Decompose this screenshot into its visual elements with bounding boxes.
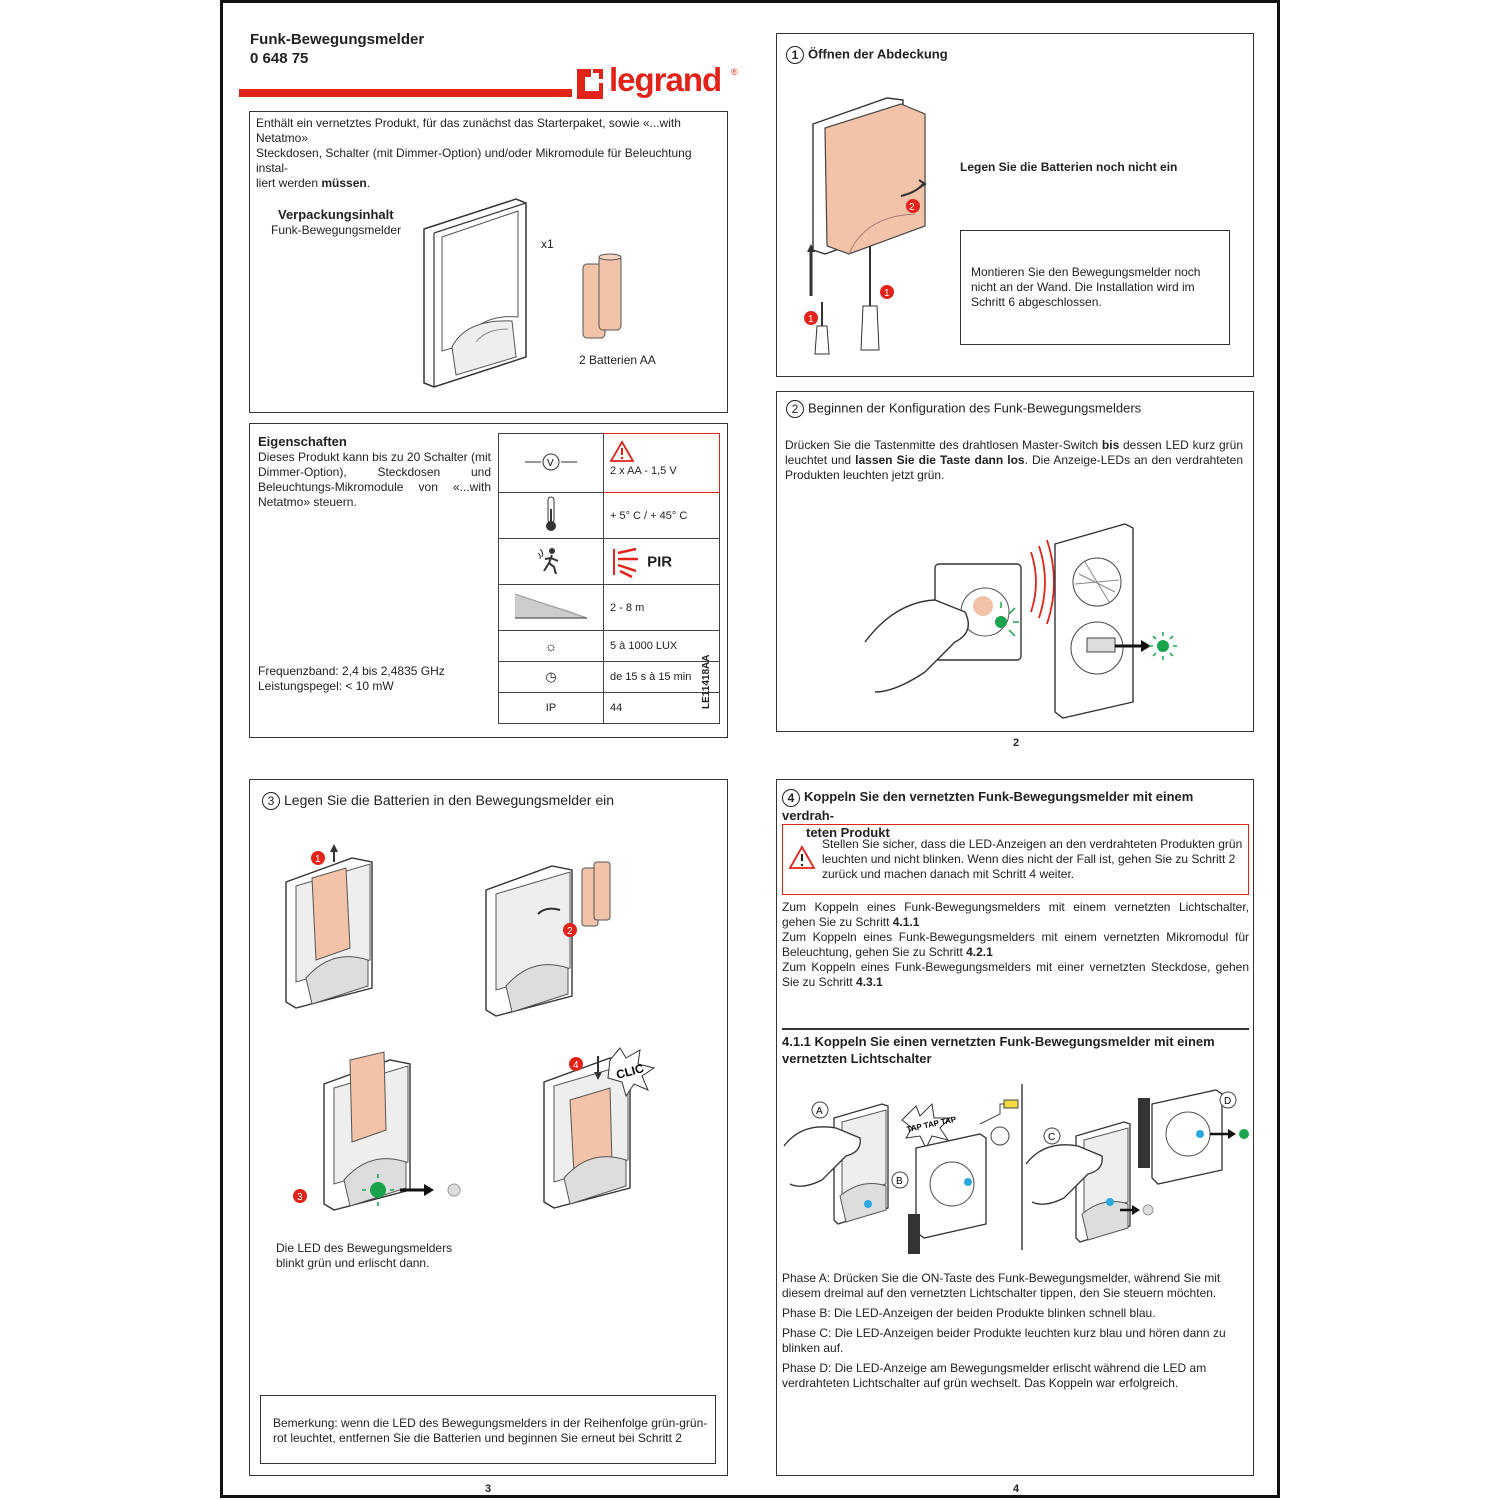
voltage-icon-cell — [499, 434, 604, 493]
battery-insert-step-2 — [482, 856, 632, 1026]
pir-label: PIR — [647, 553, 673, 570]
batteries-illustration — [581, 252, 631, 342]
step1-heading — [786, 46, 948, 64]
legrand-logo — [575, 61, 747, 105]
pairing-option-step: 4.3.1 — [856, 975, 883, 989]
step4-title-line: teten Produkt — [806, 824, 890, 840]
detection-range-icon — [513, 592, 589, 620]
step2-text-a: Drücken Sie die Tastenmitte des drahtlosen Master-Switch — [785, 438, 1102, 452]
spec-row-pir — [499, 539, 720, 585]
remark-line: Bemerkung: wenn die LED des Bewegungsmelders in der Reihenfolge grün-grün- — [273, 1416, 708, 1430]
thermometer-icon — [544, 495, 558, 533]
mounting-note-line: Montieren Sie den Bewegungsmelder noch — [971, 265, 1201, 279]
mounting-note-line: nicht an der Wand. Die Installation wird im — [971, 280, 1195, 294]
spec-row-lux — [499, 631, 720, 662]
battery-spec-cell — [604, 434, 720, 493]
warning-icon — [610, 440, 634, 462]
document-reference: LE11418AA — [701, 654, 712, 709]
phase-label-a: A — [816, 1106, 823, 1117]
product-code: 0 648 75 — [250, 50, 309, 67]
step3-marker-2: 2 — [567, 926, 573, 937]
phase-c-text: Phase C: Die LED-Anzeigen beider Produkte leuchten kurz blau und hören dann zu blinken auf. — [782, 1326, 1226, 1355]
led-note-line: Die LED des Bewegungsmelders — [276, 1241, 453, 1255]
phase-label-c: C — [1048, 1132, 1056, 1143]
pairing-illustration — [782, 1084, 1252, 1254]
legrand-wordmark: legrand — [609, 61, 722, 98]
instruction-sheet — [220, 0, 1280, 1498]
ip-label: IP — [499, 693, 604, 724]
thermometer-icon-cell — [499, 493, 604, 539]
step4-box — [776, 779, 1254, 1476]
warning-icon — [789, 845, 815, 869]
step4-heading-line — [782, 788, 1242, 824]
led-note-line: blinkt grün und erlischt dann. — [276, 1256, 430, 1270]
sun-icon: ☼ — [499, 631, 604, 662]
ip-value: 44 — [604, 693, 720, 724]
range-icon-cell — [499, 585, 604, 631]
range-spec: 2 - 8 m — [604, 585, 720, 631]
pairing-option-step: 4.1.1 — [892, 915, 920, 929]
warning-line: leuchten und nicht blinken. Wenn dies nicht der Fall ist, gehen Sie zu Schritt 2 — [822, 852, 1236, 866]
spec-table — [498, 433, 720, 724]
step2-text — [785, 438, 1243, 483]
clock-icon: ◷ — [499, 662, 604, 693]
open-cover-illustration — [805, 96, 935, 356]
phase-d-text: Phase D: Die LED-Anzeige am Bewegungsmelder erlischt während die LED am verdrahteten Lichtschalter auf grün wechselt. Das Koppeln war erfolgreich. — [782, 1361, 1207, 1390]
step2-box — [776, 391, 1254, 732]
substep-heading — [782, 1033, 1249, 1067]
step-number: 3 — [262, 792, 280, 810]
legrand-logo-mark — [575, 67, 605, 101]
battery-insert-step-4 — [540, 1048, 670, 1218]
step-number: 1 — [786, 46, 804, 64]
step-number: 2 — [786, 400, 804, 418]
spec-row-time — [499, 662, 720, 693]
step2-text-b: bis — [1101, 438, 1120, 452]
pir-sensor-icon — [610, 547, 644, 577]
properties-text: Dieses Produkt kann bis zu 20 Schalter (mit Dimmer-Option), Steckdosen und Beleuchtungs-Mikromodule von «...with Netatmo» steuern. — [258, 450, 491, 509]
step1-box — [776, 33, 1254, 377]
pairing-option — [782, 960, 1249, 990]
spec-row-ip — [499, 693, 720, 724]
intro-line: Steckdosen, Schalter (mit Dimmer-Option) und/oder Mikromodule für Beleuchtung instal- — [256, 146, 692, 175]
registered-mark: ® — [731, 67, 738, 77]
phase-label-b: B — [896, 1176, 903, 1187]
product-title — [250, 30, 424, 68]
step1-title: Öffnen der Abdeckung — [808, 46, 948, 62]
package-qty: x1 — [541, 237, 554, 251]
batteries-label: 2 Batterien AA — [579, 353, 656, 367]
clic-label: CLIC — [614, 1061, 646, 1082]
intro-text — [256, 116, 722, 191]
voltage-icon — [521, 452, 581, 472]
pir-cell — [604, 539, 720, 585]
intro-line: Enthält ein vernetztes Produkt, für das zunächst das Starterpaket, sowie «...with Netatmo» — [256, 116, 681, 145]
step1-marker-1b: 1 — [884, 288, 890, 299]
intro-line-end: . — [366, 176, 371, 190]
spec-row-battery — [499, 434, 720, 493]
master-switch-illustration — [865, 522, 1175, 722]
step4-title-line: Koppeln Sie den vernetzten Funk-Bewegungsmelder mit einem verdrah- — [782, 789, 1194, 823]
intro-line — [256, 176, 722, 191]
step1-marker-2: 2 — [909, 202, 915, 213]
warning-line: zurück und machen danach mit Schritt 4 weiter. — [822, 867, 1075, 881]
person-motion-icon — [536, 545, 566, 575]
battery-spec: 2 x AA - 1,5 V — [610, 465, 677, 477]
pairing-options — [782, 900, 1249, 990]
pairing-option-step: 4.2.1 — [966, 945, 993, 959]
step2-text-c: dessen LED kurz grün leuchtet und — [785, 438, 1244, 467]
mounting-note-line: Schritt 6 abgeschlossen. — [971, 295, 1102, 309]
phase-descriptions — [782, 1271, 1249, 1391]
section-divider — [782, 1028, 1249, 1030]
intro-emphasis: müssen — [321, 176, 367, 190]
mounting-note-box — [960, 230, 1230, 345]
power-level: Leistungspegel: < 10 mW — [258, 679, 394, 693]
pairing-warning-box — [782, 824, 1249, 895]
phase-b-text: Phase B: Die LED-Anzeigen der beiden Produkte blinken schnell blau. — [782, 1306, 1156, 1320]
step2-text-e: . Die Anzeige-LEDs an den verdrahteten Produkten leuchten jetzt grün. — [785, 453, 1243, 482]
step3-box — [249, 779, 728, 1476]
lux-spec: 5 à 1000 LUX — [604, 631, 720, 662]
step-number: 4 — [782, 789, 800, 807]
package-item: Funk-Bewegungsmelder — [271, 223, 402, 237]
battery-warning-note: Legen Sie die Batterien noch nicht ein — [960, 160, 1178, 174]
pairing-option — [782, 900, 1249, 930]
step2-title: Beginnen der Konfiguration des Funk-Bewegungsmelders — [808, 400, 1142, 416]
step3-marker-4: 4 — [573, 1060, 579, 1071]
page-number: 4 — [1013, 1483, 1020, 1495]
battery-insert-step-3 — [290, 1050, 460, 1220]
phase-a-text: Phase A: Drücken Sie die ON-Taste des Funk-Bewegungsmelder, während Sie mit diesem dreimal auf den vernetzten Lichtschalter tippen, den Sie steuern möchten. — [782, 1271, 1221, 1300]
warning-line: Stellen Sie sicher, dass die LED-Anzeigen an den verdrahteten Produkten grün — [822, 837, 1243, 851]
intro-line-text: liert werden — [256, 176, 322, 190]
step2-text-d: lassen Sie die Taste dann los — [855, 453, 1025, 467]
spec-row-range — [499, 585, 720, 631]
remark-box — [260, 1395, 716, 1464]
svg-text:V: V — [547, 457, 554, 469]
properties-box — [249, 423, 728, 738]
time-spec: de 15 s à 15 min — [604, 662, 720, 693]
step3-led-note — [276, 1241, 452, 1271]
page-number: 2 — [1013, 737, 1020, 749]
page-number: 3 — [485, 1483, 492, 1495]
substep-heading-line: 4.1.1 Koppeln Sie einen vernetzten Funk-Bewegungsmelder mit einem — [782, 1034, 1215, 1049]
properties-heading: Eigenschaften — [258, 434, 347, 449]
frequency-band: Frequenzband: 2,4 bis 2,4835 GHz — [258, 664, 445, 678]
pairing-option-text: Zum Koppeln eines Funk-Bewegungsmelders mit einem vernetzten Mikromodul für Beleuchtung, gehen Sie zu Schritt — [782, 930, 1249, 959]
step3-title: Legen Sie die Batterien in den Bewegungsmelder ein — [284, 792, 615, 808]
package-heading: Verpackungsinhalt — [278, 207, 394, 222]
spec-row-temperature — [499, 493, 720, 539]
pairing-option — [782, 930, 1249, 960]
step1-marker-1: 1 — [808, 314, 814, 325]
temperature-spec: + 5° C / + 45° C — [604, 493, 720, 539]
brand-red-bar — [239, 89, 572, 97]
motion-detector-illustration — [416, 197, 556, 387]
pairing-option-text: Zum Koppeln eines Funk-Bewegungsmelders mit einem vernetzten Lichtschalter, gehen Sie zu Schritt — [782, 900, 1249, 929]
phase-label-d: D — [1224, 1096, 1232, 1107]
battery-insert-step-1 — [282, 848, 392, 1018]
substep-heading-line: vernetzten Lichtschalter — [782, 1051, 932, 1066]
person-motion-icon-cell — [499, 539, 604, 585]
remark-line: rot leuchtet, entfernen Sie die Batterien und beginnen Sie erneut bei Schritt 2 — [273, 1431, 682, 1445]
tap-label: TAP TAP TAP — [905, 1114, 957, 1135]
step2-heading — [786, 400, 1141, 418]
intro-package-box — [249, 111, 728, 413]
step3-marker-1: 1 — [315, 854, 321, 865]
step3-heading — [262, 792, 614, 810]
step3-marker-3: 3 — [297, 1192, 303, 1203]
title-text: Funk-Bewegungsmelder — [250, 31, 425, 48]
pairing-option-text: Zum Koppeln eines Funk-Bewegungsmelders mit einer vernetzten Steckdose, gehen Sie zu Schritt — [782, 960, 1249, 989]
